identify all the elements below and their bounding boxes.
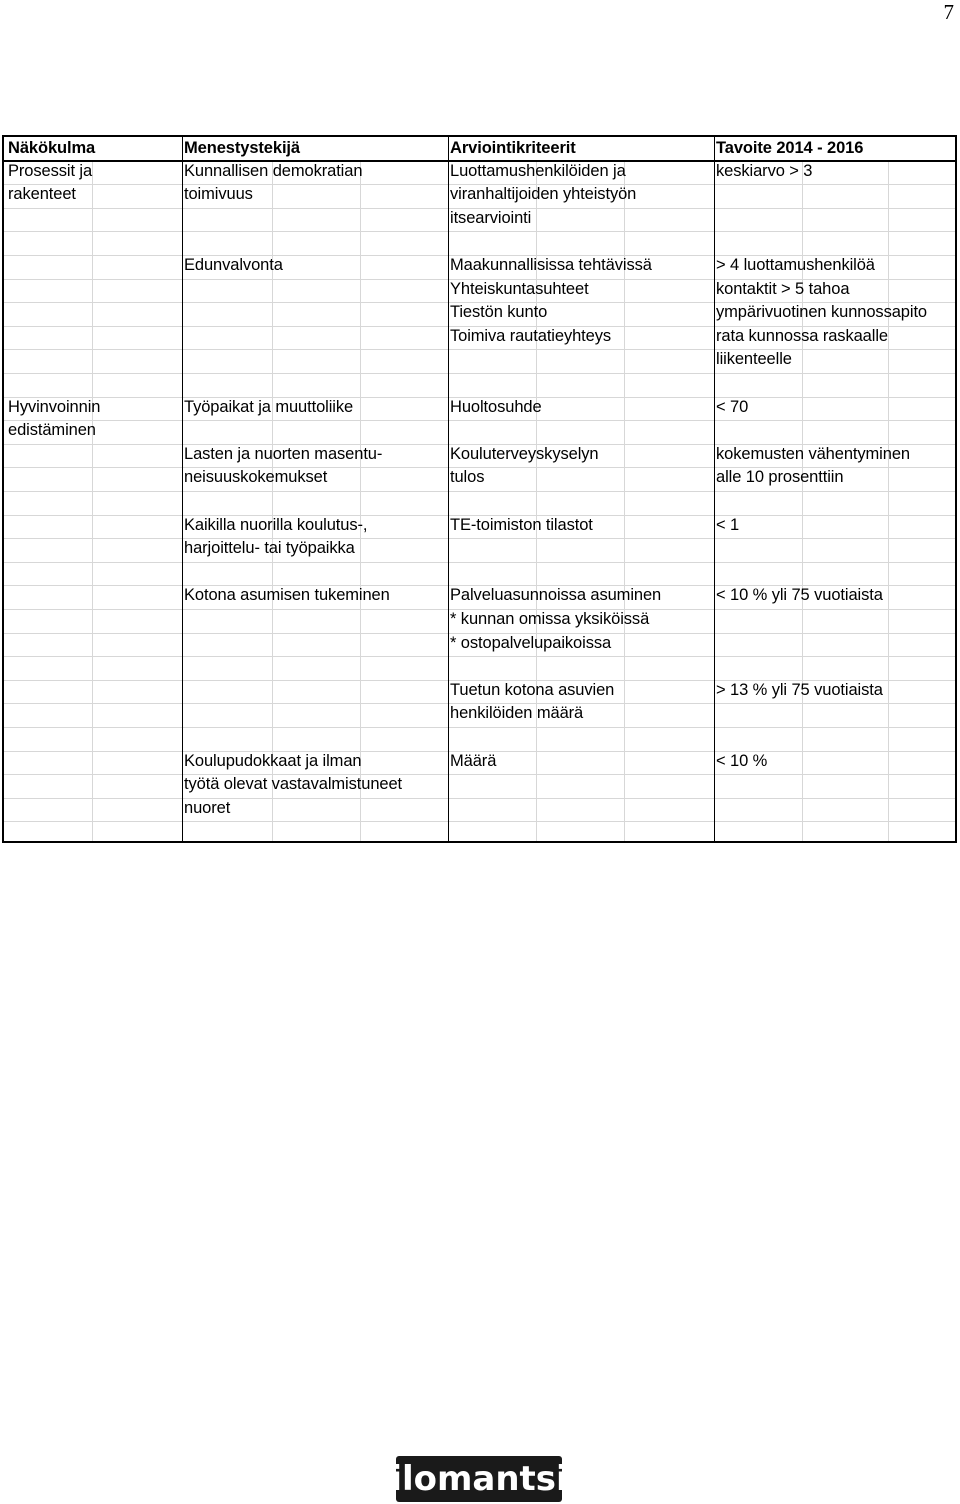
table-cell: Kouluterveyskyselyn tulos (450, 444, 599, 487)
table-cell: > 13 % yli 75 vuotiaista (716, 680, 883, 699)
grid-line (4, 420, 955, 421)
table-cell: Edunvalvonta (184, 256, 283, 274)
grid-line (4, 774, 955, 775)
grid-line (4, 562, 955, 563)
table-cell: keskiarvo > 3 (716, 161, 813, 180)
table-cell: Hyvinvoinnin edistäminen (8, 397, 101, 440)
table-cell: < 70 (716, 397, 749, 416)
column-header: Näkökulma (8, 139, 96, 157)
column-border (448, 137, 449, 841)
column-header: Arviointikriteerit (450, 139, 576, 157)
table-cell: < 10 % yli 75 vuotiaista (716, 586, 883, 605)
column-header: Tavoite 2014 - 2016 (716, 139, 864, 157)
table-cell: Kaikilla nuorilla koulutus-, harjoittelu- tai työpaikka (184, 515, 368, 558)
table-cell: Koulupudokkaat ja ilman työtä olevat vastavalmistuneet nuoret (184, 751, 403, 817)
table-cell: TE-toimiston tilastot (450, 515, 593, 534)
logo-text: ilomantsi (390, 1459, 568, 1499)
table-cell: Maakunnallisissa tehtävissä Yhteiskuntasuhteet Tiestön kunto Toimiva rautatieyhteys (450, 256, 652, 345)
table-cell: > 4 luottamushenkilöä kontaktit > 5 tahoa ympärivuotinen kunnossapito rata kunnossa raskaalle liikenteelle (716, 256, 928, 369)
grid-line (92, 161, 93, 841)
table-cell: Kotona asumisen tukeminen (184, 586, 390, 605)
column-border (182, 137, 183, 841)
table-cell: Palveluasunnoissa asuminen * kunnan omissa yksiköissä * ostopalvelupaikoissa (450, 586, 662, 652)
grid-line (4, 538, 955, 539)
grid-line (4, 821, 955, 822)
grid-line (360, 161, 361, 841)
table-cell: Lasten ja nuorten masentu- neisuuskokemukset (184, 444, 383, 487)
grid-line (4, 727, 955, 728)
table-cell: Kunnallisen demokratian toimivuus (184, 161, 363, 204)
grid-line (4, 798, 955, 799)
table-cell: Huoltosuhde (450, 397, 542, 416)
ilomantsi-logo (390, 1456, 568, 1502)
table-cell: < 10 % (716, 751, 768, 770)
table-cell: Luottamushenkilöiden ja viranhaltijoiden yhteistyön itsearviointi (450, 161, 637, 227)
table-cell: kokemusten vähentyminen alle 10 prosenttiin (716, 444, 910, 487)
table-cell: Tuetun kotona asuvien henkilöiden määrä (450, 680, 615, 723)
grid-line (4, 231, 955, 232)
page-number: 7 (943, 0, 954, 24)
assessment-table (2, 135, 957, 843)
column-border (714, 137, 715, 841)
table-cell: Prosessit ja rakenteet (8, 161, 93, 204)
table-cell: Määrä (450, 751, 497, 770)
column-header: Menestystekijä (184, 139, 300, 157)
table-cell: Työpaikat ja muuttoliike (184, 397, 354, 416)
table-cell: < 1 (716, 515, 740, 534)
grid-line (4, 656, 955, 657)
grid-line (4, 373, 955, 374)
grid-line (4, 491, 955, 492)
